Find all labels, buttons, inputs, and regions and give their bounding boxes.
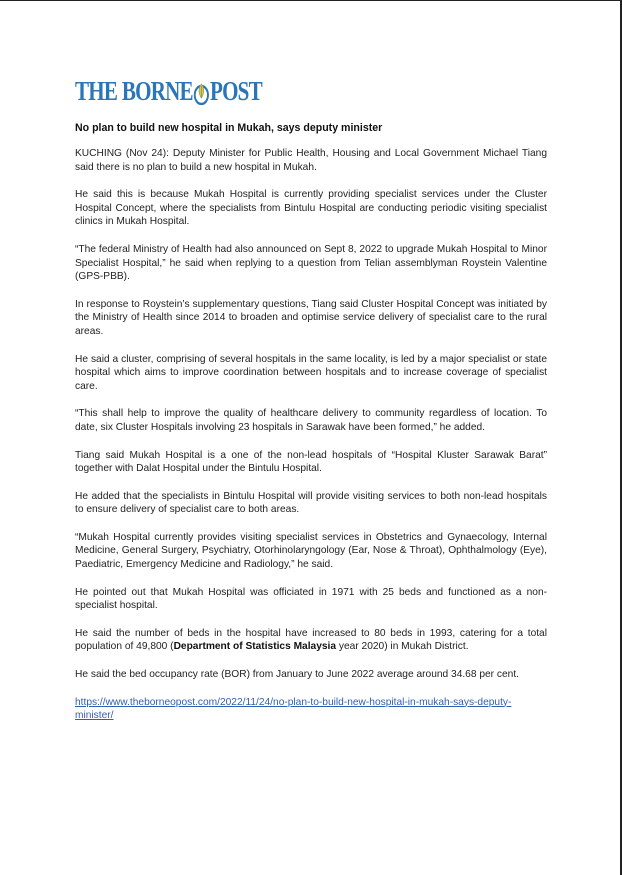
beds-text-after: year 2020) in Mukah District. (336, 641, 469, 653)
beds-paragraph (75, 627, 547, 654)
statistics-department-bold: Department of Statistics Malaysia (173, 641, 337, 653)
article-paragraph: In response to Roystein’s supplementary questions, Tiang said Cluster Hospital Concept was initiated by the Ministry of Health since 2014 to broaden and optimise service delivery of specialist care to the rural areas. (75, 298, 547, 337)
logo-text-the: THE (75, 76, 118, 106)
borneo-post-logo (75, 78, 443, 105)
article-paragraph: He said this is because Mukah Hospital is currently providing specialist services under the Cluster Hospital Concept, where the specialists from Bintulu Hospital are conducting periodic visiting specialist clinics in Mukah Hospital. (75, 189, 547, 228)
source-link[interactable]: https://www.theborneopost.com/2022/11/24/no-plan-to-build-new-hospital-in-mukah-says-deputy-minister/ (75, 696, 512, 722)
article-paragraph: KUCHING (Nov 24): Deputy Minister for Public Health, Housing and Local Government Michael Tiang said there is no plan to build a new hospital in Mukah. (75, 148, 547, 173)
bor-paragraph: He said the bed occupancy rate (BOR) from January to June 2022 average around 34.68 per cent. (75, 669, 519, 681)
logo-text-post: POST (209, 76, 262, 106)
document-page (75, 78, 547, 723)
article-paragraph: “This shall help to improve the quality of healthcare delivery to community regardless of location. To date, six Cluster Hospitals involving 23 hospitals in Sarawak have been formed,” he added. (75, 408, 547, 433)
article-title: No plan to build new hospital in Mukah, says deputy minister (75, 122, 383, 134)
article-paragraph: “The federal Ministry of Health had also announced on Sept 8, 2022 to upgrade Mukah Hospital to Minor Specialist Hospital,” he said when replying to a question from Telian assemblyman Roystein Valentine (GPS-PBB). (75, 243, 547, 283)
article-paragraph: “Mukah Hospital currently provides visiting specialist services in Obstetrics and Gynaecology, Internal Medicine, General Surgery, Psychiatry, Otorhinolaryngology (Ear, Nose & Throat), Ophthalmology (Eye), Paediatric, Emergency Medicine and Radiology,” he said. (75, 531, 547, 571)
logo-text-borne: BORNE (121, 76, 193, 106)
article-paragraph: He pointed out that Mukah Hospital was officiated in 1971 with 25 beds and functioned as a non-specialist hospital. (75, 586, 547, 612)
window-frame-top (0, 0, 622, 1)
borneo-post-emblem-icon (194, 81, 210, 105)
article-paragraph: Tiang said Mukah Hospital is a one of the non-lead hospitals of “Hospital Kluster Sarawak Barat” together with Dalat Hospital under the Bintulu Hospital. (75, 449, 547, 475)
article-paragraph: He said a cluster, comprising of several hospitals in the same locality, is led by a major specialist or state hospital which aims to improve coordination between hospitals and to increase coverage of specialist care. (75, 353, 547, 392)
article-paragraph: He added that the specialists in Bintulu Hospital will provide visiting services to both non-lead hospitals to ensure delivery of specialist care to both areas. (75, 490, 547, 516)
beds-text-before: He said the number of beds in the hospital have increased to 80 beds in 1993, catering for a total population of 49,800 ( (75, 627, 547, 653)
